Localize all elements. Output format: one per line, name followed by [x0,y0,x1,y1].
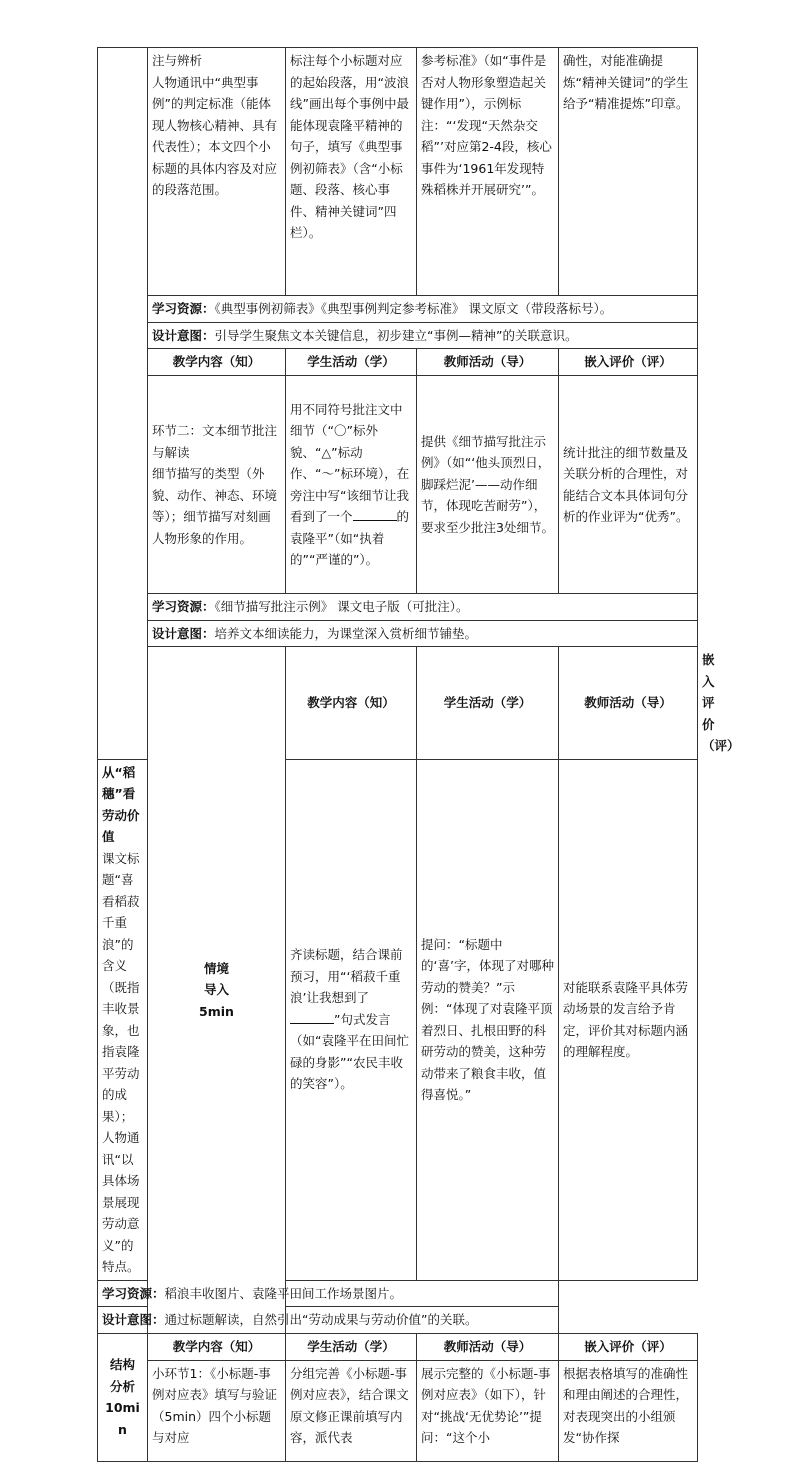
stage2-content: 小环节1：《小标题-事例对应表》填写与验证（5min）四个小标题与对应 [148,1360,286,1461]
fill-blank [353,508,397,521]
block1-eval: 确性，对能准确提炼“精神关键词”的学生给予“精准提炼”印章。 [559,48,698,296]
stage2-row [98,1360,698,1461]
stage1-teacher: 提问：“标题中的‘喜’字，体现了对哪种劳动的赞美？”示例：“体现了对袁隆平顶着烈日、扎根田野的科研劳动的赞美，这种劳动带来了粮食丰收，值得喜悦。” [417,759,559,1280]
stage1-student: 齐读标题，结合课前预习，用“‘稻菽千重浪’让我想到了”句式发言（如“袁隆平在田间忙碌的身影”“农民丰收的笑容”）。 [286,759,417,1280]
header-student: 学生活动（学） [286,349,417,376]
block2-eval: 统计批注的细节数量及关联分析的合理性，对能结合文本具体词句分析的作业评为“优秀”。 [559,376,698,594]
stage-label-intro: 情境 导入 5min [148,647,286,1334]
stage1-header-row: 情境 导入 5min 教学内容（知） 学生活动（学） 教师活动（导） 嵌入评价（评） [98,647,698,760]
block1-content: 注与辨析 人物通讯中“典型事例”的判定标准（能体现人物核心精神、具有代表性）；本文四个小标题的具体内容及对应的段落范围。 [148,48,286,296]
block1-teacher: 参考标准》（如“事件是否对人物形象塑造起关键作用”），示例标注：“‘发现“天然杂交稻”’对应第2-4段，核心事件为‘1961年发现特殊稻株并开展研究’”。 [417,48,559,296]
stage2-eval: 根据表格填写的准确性和理由阐述的合理性，对表现突出的小组颁发“协作探 [559,1360,698,1461]
block2-teacher: 提供《细节描写批注示例》（如“‘他头顶烈日，脚踩烂泥’——动作细节，体现吃苦耐劳”），要求至少批注3处细节。 [417,376,559,594]
stage-cell-empty [98,48,148,760]
block1-resources: 学习资源：《典型事例初筛表》《典型事例判定参考标准》 课文原文（带段落标号）。 [148,296,698,323]
stage-label-structure: 结构 分析 10min [98,1333,148,1461]
header-row [98,349,698,376]
stage1-intent: 设计意图：通过标题解读，自然引出“劳动成果与劳动价值”的关联。 [98,1307,559,1334]
block2-row [98,376,698,594]
block2-content: 环节二：文本细节批注与解读 细节描写的类型（外貌、动作、神态、环境等）；细节描写对刻画人物形象的作用。 [148,376,286,594]
block2-student: 用不同符号批注文中细节（“〇”标外貌、“△”标动作、“～”标环境），在旁注中写“该细节让我看到了一个 的袁隆平”（如“执着的”“严谨的”）。 [286,376,417,594]
stage1-content: 从“稻穗”看劳动价值 课文标题“喜看稻菽千重浪”的含义（既指丰收景象，也指袁隆平劳动的成果）； 人物通讯“以具体场景展现劳动意义”的特点。 [98,759,148,1280]
header-content: 教学内容（知） [148,349,286,376]
block1-intent: 设计意图：引导学生聚焦文本关键信息，初步建立“事例—精神”的关联意识。 [148,322,698,349]
header-eval: 嵌入评价（评） [559,349,698,376]
stage1-eval: 对能联系袁隆平具体劳动场景的发言给予肯定，评价其对标题内涵的理解程度。 [559,759,698,1280]
stage2-teacher: 展示完整的《小标题-事例对应表》（如下），针对“挑战‘无优势论’”提问：“这个小 [417,1360,559,1461]
header-teacher: 教师活动（导） [417,349,559,376]
stage2-student: 分组完善《小标题-事例对应表》，结合课文原文修正课前填写内容，派代表 [286,1360,417,1461]
block1-student: 标注每个小标题对应的起始段落，用“波浪线”画出每个事例中最能体现袁隆平精神的句子，填写《典型事例初筛表》（含“小标题、段落、核心事件、精神关键词”四栏）。 [286,48,417,296]
lesson-plan-table [97,47,740,1462]
stage1-resources: 学习资源：稻浪丰收图片、袁隆平田间工作场景图片。 [98,1280,559,1307]
fill-blank [290,1011,334,1024]
block2-intent: 设计意图：培养文本细读能力，为课堂深入赏析细节铺垫。 [148,620,698,647]
block2-resources: 学习资源：《细节描写批注示例》 课文电子版（可批注）。 [148,594,698,621]
stage2-header-row: 结构 分析 10min 教学内容（知） 学生活动（学） 教师活动（导） 嵌入评价（评） [98,1333,698,1360]
block1-row [98,48,698,296]
